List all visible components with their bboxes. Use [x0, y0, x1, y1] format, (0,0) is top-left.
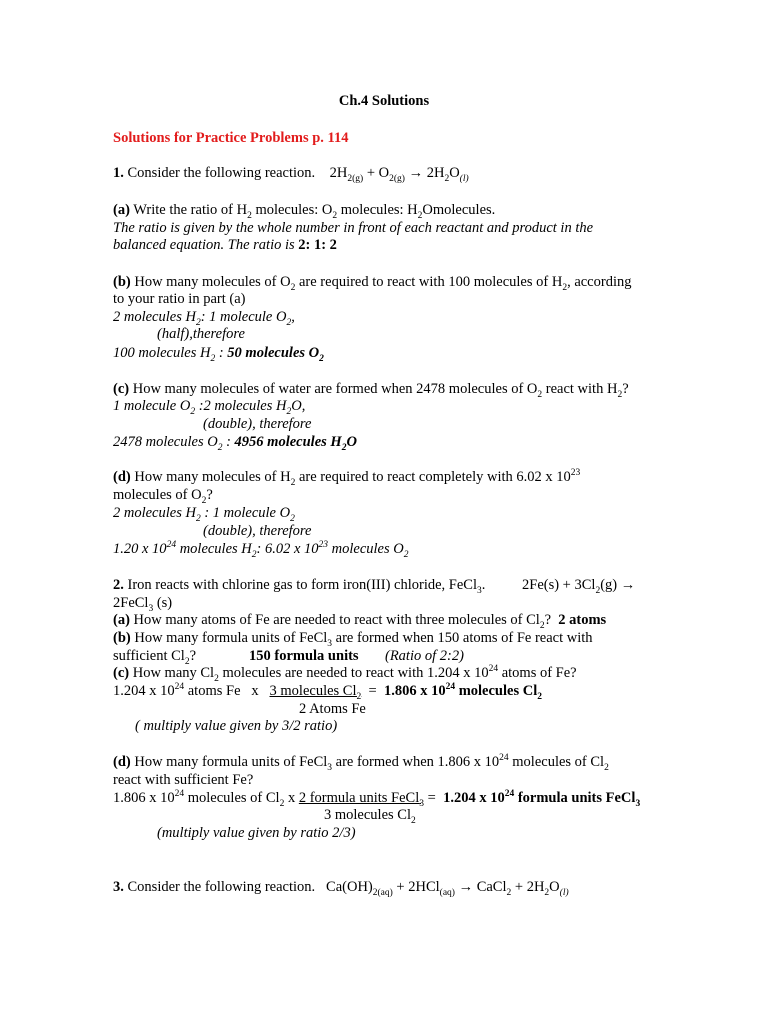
part-b-work-line1: 2 molecules $H_2$: 1 molecule $O_2$,: [113, 309, 295, 328]
p2-part-d: (d) How many formula units of FeCl$_3$ are formed when 1.806 x $10^{24}$ molecules of $Cl_2$: [113, 753, 609, 773]
p2-part-b-note: (Ratio of 2:2): [385, 648, 464, 664]
part-d-question: (d) How many molecules of $H_2$ are required to react completely with 6.02 x $10^{23}$: [113, 468, 581, 488]
p2-part-b-answer: 150 formula units: [249, 648, 359, 664]
part-a-question: (a) Write the ratio of $H_2$ molecules: $O_2$ molecules: $H_2Omolecules$.: [113, 202, 496, 221]
p2-part-c: (c) How many $Cl_2$ molecules are needed to react with 1.204 x $10^{24}$ atoms of Fe?: [113, 664, 577, 684]
p2-part-d-calc: 1.806 x $10^{24}$ molecules of $Cl_2$ x 2 formula units FeCl$_3$ = 1.204 x $10^{24}$ formula units FeCl$_3$: [113, 789, 641, 809]
reaction-equation: $2H_{2(g)} + O_{2(g)} \to 2H_2O_{(l)}$: [329, 165, 469, 184]
part-d-question-cont: molecules of $O_2$?: [113, 487, 213, 506]
part-d-work-line2: (double), therefore: [203, 523, 312, 539]
part-b-question: (b) How many molecules of $O_2$ are required to react with 100 molecules of $H_2$, according: [113, 274, 632, 293]
p2-part-d-note: (multiply value given by ratio 2/3): [157, 825, 356, 841]
reaction-equation: $Ca(OH)_{2(aq)} + 2HCl_{(aq)}$ → CaCl$_2$ + $2H_2O_{(l)}$: [326, 879, 569, 898]
fraction-denominator: 2 Atoms Fe: [299, 701, 366, 717]
problem-2-statement: 2. Iron reacts with chlorine gas to form iron(III) chloride, FeCl$_3$.: [113, 577, 486, 596]
problem-3-statement: 3. Consider the following reaction. $Ca(OH)_{2(aq)} + 2HCl_{(aq)}$ → CaCl$_2$ + $2H_2O_{(l)}$: [113, 879, 569, 898]
fraction-denominator: 3 molecules $Cl_2$: [324, 807, 416, 826]
part-b-work-line2: (half),therefore: [157, 326, 245, 342]
p2-part-c-note: ( multiply value given by 3/2 ratio): [135, 718, 338, 734]
part-c-work-line3: 2478 molecules $O_2$ : 4956 molecules $H_2O$: [113, 434, 357, 453]
part-c-work-line1: 1 molecule $O_2$ :2 molecules $H_2O$,: [113, 398, 306, 417]
p2-part-c-calc: 1.204 x $10^{24}$ atoms Fe x 3 molecules $Cl_2 = 1.806$ x $10^{24}$ molecules $Cl_2$: [113, 682, 542, 702]
problem-1-statement: 1. Consider the following reaction. $2H_{2(g)} + O_{2(g)} \to 2H_2O_{(l)}$: [113, 165, 469, 184]
part-d-work-line1: 2 molecules $H_2$ : 1 molecule $O_2$: [113, 505, 295, 524]
section-heading: Solutions for Practice Problems p. 114: [113, 130, 349, 146]
fraction-numerator: 3 molecules $Cl_2$: [269, 683, 362, 702]
part-c-question: (c) How many molecules of water are formed when 2478 molecules of $O_2$ react with $H_2$?: [113, 381, 629, 400]
p2-part-d-cont: react with sufficient Fe?: [113, 772, 254, 788]
part-b-question-cont: to your ratio in part (a): [113, 291, 246, 307]
p2-part-b: (b) How many formula units of FeCl$_3$ are formed when 150 atoms of Fe react with: [113, 630, 593, 649]
fraction-numerator: 2 formula units FeCl$_3$: [298, 790, 425, 809]
part-c-work-line2: (double), therefore: [203, 416, 312, 432]
page-title: Ch.4 Solutions: [338, 93, 430, 109]
part-a-answer-line1: The ratio is given by the whole number in front of each reactant and product in the: [113, 220, 594, 236]
problem-2-equation: $2Fe(s) + 3Cl_2(g)$ →: [522, 577, 636, 596]
p2-part-b-cont: sufficient $Cl_2$?: [113, 648, 197, 667]
part-d-work-line3: 1.20 x $10^{24}$ molecules $H_2$: 6.02 x $10^{23}$ molecules $O_2$: [113, 540, 409, 560]
problem-2-equation-cont: 2FeCl$_3$ (s): [113, 595, 173, 614]
part-b-work-line3: 100 molecules $H_2$ : 50 molecules $O_2$: [113, 345, 324, 364]
p2-part-a: (a) How many atoms of Fe are needed to react with three molecules of $Cl_2$? 2 atoms: [113, 612, 607, 631]
part-a-answer-line2: balanced equation. The ratio is 2: 1: 2: [113, 237, 337, 253]
